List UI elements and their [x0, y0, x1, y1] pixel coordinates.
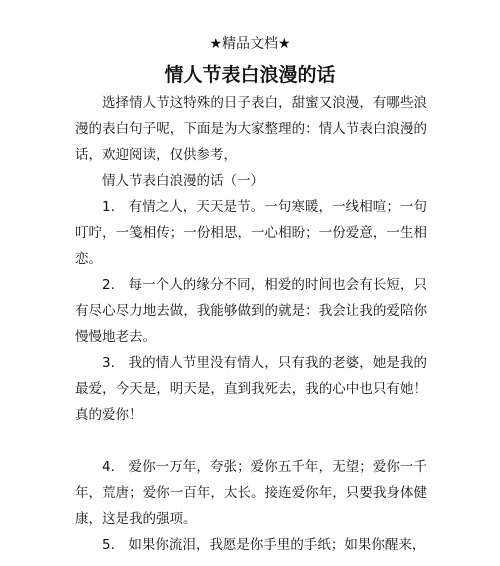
- header-mark: ★精品文档★: [209, 36, 291, 52]
- blank-line: [75, 428, 427, 454]
- section-heading: 情人节表白浪漫的话（一）: [102, 173, 264, 189]
- list-item: 1. 有情之人，天天是节。一句寒暖，一线相喧；一句叮咛，一笺相传；一份相思，一心相盼；一份爱意，一生相恋。: [75, 199, 427, 267]
- list-item: 4. 爱你一万年，夸张；爱你五千年，无望；爱你一千年，荒唐；爱你一百年，太长。接连爱你年，只要我身体健康，这是我的强项。: [75, 459, 427, 527]
- list-item: 5. 如果你流泪，我愿是你手里的手纸；如果你醒来，: [102, 537, 426, 553]
- list-item: 3. 我的情人节里没有情人，只有我的老婆，她是我的最爱，今天是，明天是，直到我死去，我的心中也只有她！真的爱你！: [75, 355, 427, 423]
- list-item: 2. 每一个人的缘分不同，相爱的时间也会有长短，只有尽心尽力地去做，我能够做到的就是：我会让我的爱陪你慢慢地老去。: [75, 277, 427, 345]
- document-body: [75, 90, 427, 558]
- intro-paragraph: 选择情人节这特殊的日子表白，甜蜜又浪漫，有哪些浪漫的表白句子呢，下面是为大家整理的：情人节表白浪漫的话，欢迎阅读，仅供参考，: [75, 95, 427, 163]
- document-title: 情人节表白浪漫的话: [164, 64, 336, 86]
